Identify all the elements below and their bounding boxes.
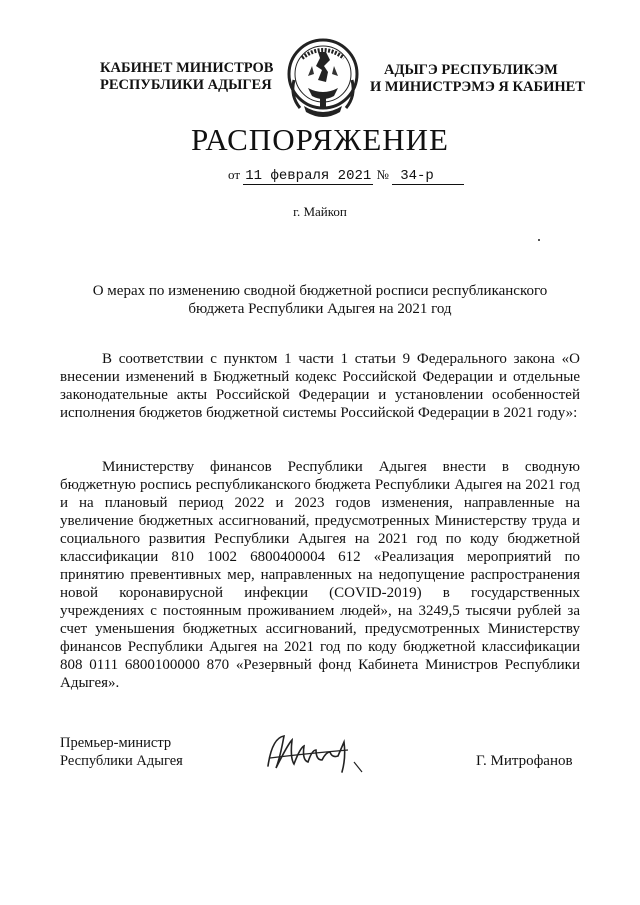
body-paragraph-2: Министерству финансов Республики Адыгея внести в сводную бюджетную роспись республиканского бюджета Республики Адыгея на 2021 год и на плановый период 2022 и 2023 годов изменения, направленные на увеличение бюджетных ассигнований, предусмотренных Министерству труда и социального развития Республики Адыгея на 2021 год по коду бюджетной классификации 810 1002 6800400004 612 «Реализация мероприятий по принятию превентивных мер, направленных на недопущение распространения новой коронавирусной инфекции (COVID-2019) в государственных учреждениях с постоянным проживанием людей», на 3249,5 тысячи рублей за счет уменьшения бюджетных ассигнований, предусмотренных Министерству финансов Республики Адыгея на 2021 год по коду бюджетной классификации 808 0111 6800100000 870 «Резервный фонд Кабинета Министров Республики Адыгея». — [60, 459, 580, 691]
date-number-line — [228, 167, 464, 185]
number-prefix: № — [376, 167, 389, 182]
subject-line-2: бюджета Республики Адыгея на 2021 год — [188, 301, 452, 317]
issuer-adyghe-line-1: АДЫГЭ РЕСПУБЛИКЭМ — [384, 62, 558, 78]
scan-speck — [538, 239, 540, 241]
signatory-position — [60, 734, 183, 770]
document-city: г. Майкоп — [293, 204, 347, 219]
issuer-line-2: РЕСПУБЛИКИ АДЫГЕЯ — [100, 77, 272, 93]
body-paragraph-1: В соответствии с пунктом 1 части 1 статьи 9 Федерального закона «О внесении изменений в Бюджетный кодекс Российской Федерации и отдельные законодательные акты Российской Федерации и установлении особенностей исполнения бюджетов бюджетной системы Российской Федерации в 2021 году»: — [60, 351, 580, 421]
issuer-adyghe-line-2: И МИНИСТРЭМЭ Я КАБИНЕТ — [370, 79, 585, 95]
handwritten-signature — [262, 728, 372, 778]
document-type-title: РАСПОРЯЖЕНИЕ — [191, 122, 449, 157]
document-number: 34-р — [392, 168, 464, 185]
issuer-name-adyghe — [370, 62, 585, 96]
document-date: 11 февраля 2021 — [245, 168, 372, 184]
document-subject — [60, 282, 580, 318]
signatory-name: Г. Митрофанов — [476, 753, 573, 769]
date-prefix: от — [228, 167, 241, 182]
coat-of-arms-icon — [282, 36, 364, 126]
signatory-role-line-2: Республики Адыгея — [60, 753, 183, 769]
subject-line-1: О мерах по изменению сводной бюджетной росписи республиканского — [92, 283, 548, 299]
signatory-role-line-1: Премьер-министр — [60, 735, 172, 751]
issuer-line-1: КАБИНЕТ МИНИСТРОВ — [100, 60, 274, 76]
issuer-name-russian — [100, 60, 273, 94]
